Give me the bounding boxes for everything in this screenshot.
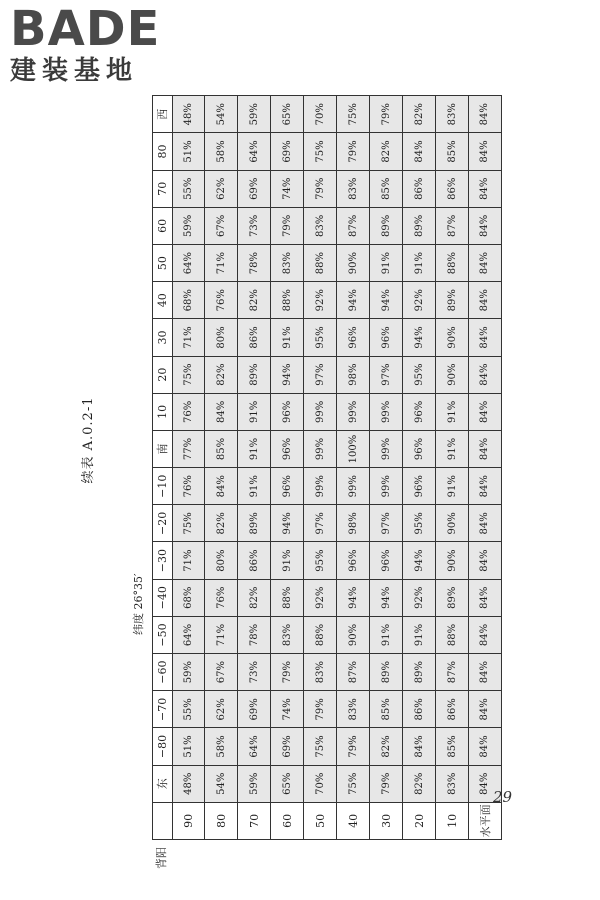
table-cell: 91% — [238, 468, 271, 505]
table-cell: 89% — [238, 505, 271, 542]
table-cell: 95% — [304, 319, 337, 356]
table-cell: 88% — [271, 579, 304, 616]
table-cell: 67% — [205, 207, 238, 244]
table-cell: 96% — [337, 319, 370, 356]
table-cell: 55% — [172, 170, 205, 207]
table-cell: 64% — [238, 133, 271, 170]
table-cell: 76% — [205, 579, 238, 616]
column-header: 20 — [153, 356, 173, 393]
row-label: 60 — [271, 802, 304, 839]
table-cell: 58% — [205, 133, 238, 170]
table-cell: 68% — [172, 579, 205, 616]
table-caption: 续表 A.0.2-1 — [81, 396, 96, 484]
table-cell: 89% — [436, 282, 469, 319]
table-cell: 91% — [436, 393, 469, 430]
table-cell: 82% — [238, 579, 271, 616]
table-row — [468, 96, 501, 840]
table-cell: 85% — [205, 430, 238, 467]
table-cell: 84% — [468, 728, 501, 765]
table-cell: 95% — [403, 505, 436, 542]
rotated-table-page — [80, 40, 520, 869]
table-cell: 75% — [337, 96, 370, 133]
table-cell: 97% — [370, 356, 403, 393]
column-header: 50 — [153, 245, 173, 282]
table-cell: 100% — [337, 430, 370, 467]
logo-subtitle: 建装基地 — [10, 56, 139, 86]
table-cell: 85% — [436, 133, 469, 170]
table-cell: 94% — [337, 579, 370, 616]
table-cell: 64% — [172, 616, 205, 653]
table-cell: 94% — [370, 579, 403, 616]
row-label: 50 — [304, 802, 337, 839]
table-cell: 92% — [304, 579, 337, 616]
table-cell: 84% — [468, 207, 501, 244]
table-cell: 71% — [172, 319, 205, 356]
corner-cell — [153, 802, 173, 869]
table-cell: 59% — [238, 765, 271, 802]
row-label: 10 — [436, 802, 469, 839]
table-row — [337, 96, 370, 840]
table-cell: 58% — [205, 728, 238, 765]
table-cell: 79% — [370, 96, 403, 133]
table-row — [436, 96, 469, 840]
table-cell: 82% — [205, 505, 238, 542]
table-cell: 87% — [436, 654, 469, 691]
table-cell: 85% — [370, 691, 403, 728]
table-cell: 88% — [436, 616, 469, 653]
table-cell: 82% — [370, 133, 403, 170]
table-cell: 79% — [337, 728, 370, 765]
table-cell: 83% — [304, 207, 337, 244]
table-cell: 96% — [271, 468, 304, 505]
table-cell: 84% — [468, 356, 501, 393]
table-cell: 96% — [403, 430, 436, 467]
table-cell: 64% — [172, 245, 205, 282]
table-row — [271, 96, 304, 840]
table-cell: 65% — [271, 96, 304, 133]
table-cell: 84% — [468, 654, 501, 691]
table-cell: 99% — [337, 468, 370, 505]
table-cell: 84% — [468, 616, 501, 653]
column-header: −20 — [153, 505, 173, 542]
corner-label: 背阳 — [155, 847, 168, 869]
table-cell: 85% — [436, 728, 469, 765]
table-cell: 83% — [337, 170, 370, 207]
latitude-label: 纬度 26°35′ — [132, 573, 145, 635]
table-cell: 86% — [436, 691, 469, 728]
table-cell: 76% — [172, 393, 205, 430]
table-cell: 80% — [205, 319, 238, 356]
table-cell: 95% — [304, 542, 337, 579]
table-cell: 84% — [403, 133, 436, 170]
table-cell: 88% — [271, 282, 304, 319]
table-cell: 91% — [436, 430, 469, 467]
table-cell: 70% — [304, 96, 337, 133]
column-header: −40 — [153, 579, 173, 616]
table-cell: 82% — [238, 282, 271, 319]
table-cell: 73% — [238, 207, 271, 244]
table-cell: 76% — [205, 282, 238, 319]
table-cell: 76% — [172, 468, 205, 505]
table-cell: 73% — [238, 654, 271, 691]
table-cell: 91% — [403, 245, 436, 282]
table-cell: 75% — [172, 356, 205, 393]
table-cell: 88% — [436, 245, 469, 282]
row-label: 80 — [205, 802, 238, 839]
logo-brand: BADE — [10, 1, 161, 57]
table-cell: 91% — [271, 542, 304, 579]
table-cell: 86% — [403, 170, 436, 207]
table-cell: 69% — [238, 691, 271, 728]
table-cell: 84% — [468, 691, 501, 728]
table-cell: 90% — [436, 505, 469, 542]
column-header: −60 — [153, 654, 173, 691]
table-cell: 68% — [172, 282, 205, 319]
table-cell: 84% — [468, 170, 501, 207]
table-cell: 89% — [436, 579, 469, 616]
column-header: 南 — [153, 430, 173, 467]
table-cell: 86% — [238, 542, 271, 579]
table-cell: 48% — [172, 96, 205, 133]
table-cell: 84% — [403, 728, 436, 765]
table-cell: 70% — [304, 765, 337, 802]
table-cell: 84% — [205, 468, 238, 505]
table-cell: 84% — [468, 96, 501, 133]
column-header: −80 — [153, 728, 173, 765]
table-cell: 99% — [370, 430, 403, 467]
table-cell: 89% — [403, 207, 436, 244]
table-cell: 98% — [337, 356, 370, 393]
table-row — [238, 96, 271, 840]
table-cell: 97% — [304, 356, 337, 393]
table-cell: 94% — [403, 542, 436, 579]
column-header: 东 — [153, 765, 173, 802]
column-header: 70 — [153, 170, 173, 207]
table-cell: 71% — [205, 616, 238, 653]
table-cell: 94% — [271, 505, 304, 542]
row-label: 30 — [370, 802, 403, 839]
row-label: 20 — [403, 802, 436, 839]
table-cell: 74% — [271, 691, 304, 728]
table-row — [172, 96, 205, 840]
table-cell: 91% — [271, 319, 304, 356]
table-cell: 96% — [370, 542, 403, 579]
row-label: 40 — [337, 802, 370, 839]
table-cell: 87% — [337, 207, 370, 244]
table-cell: 51% — [172, 728, 205, 765]
table-cell: 84% — [468, 245, 501, 282]
table-cell: 64% — [238, 728, 271, 765]
table-cell: 96% — [337, 542, 370, 579]
table-cell: 90% — [337, 245, 370, 282]
table-row — [205, 96, 238, 840]
table-cell: 78% — [238, 245, 271, 282]
table-cell: 99% — [337, 393, 370, 430]
table-cell: 99% — [304, 468, 337, 505]
table-cell: 94% — [370, 282, 403, 319]
table-cell: 99% — [304, 430, 337, 467]
table-cell: 84% — [205, 393, 238, 430]
table-row — [304, 96, 337, 840]
table-cell: 62% — [205, 691, 238, 728]
table-cell: 84% — [468, 319, 501, 356]
table-cell: 96% — [271, 393, 304, 430]
table-cell: 84% — [468, 282, 501, 319]
column-header: 30 — [153, 319, 173, 356]
table-cell: 84% — [468, 542, 501, 579]
column-header: 10 — [153, 393, 173, 430]
table-cell: 90% — [436, 542, 469, 579]
table-cell: 75% — [304, 133, 337, 170]
table-cell: 69% — [271, 133, 304, 170]
table-cell: 79% — [304, 170, 337, 207]
table-cell: 94% — [271, 356, 304, 393]
table-cell: 48% — [172, 765, 205, 802]
row-label: 水平面 — [468, 802, 501, 839]
table-cell: 75% — [304, 728, 337, 765]
table-cell: 89% — [370, 654, 403, 691]
row-label: 70 — [238, 802, 271, 839]
table-cell: 88% — [304, 616, 337, 653]
table-cell: 92% — [304, 282, 337, 319]
table-cell: 96% — [403, 468, 436, 505]
table-cell: 55% — [172, 691, 205, 728]
table-row — [403, 96, 436, 840]
table-cell: 80% — [205, 542, 238, 579]
table-cell: 82% — [403, 96, 436, 133]
table-cell: 86% — [238, 319, 271, 356]
table-cell: 84% — [468, 579, 501, 616]
table-cell: 84% — [468, 468, 501, 505]
table-cell: 90% — [337, 616, 370, 653]
table-cell: 82% — [370, 728, 403, 765]
table-cell: 86% — [436, 170, 469, 207]
table-cell: 99% — [304, 393, 337, 430]
table-cell: 97% — [304, 505, 337, 542]
table-cell: 83% — [304, 654, 337, 691]
table-cell: 88% — [304, 245, 337, 282]
column-header: 西 — [153, 96, 173, 133]
table-cell: 67% — [205, 654, 238, 691]
table-cell: 71% — [172, 542, 205, 579]
page-number: 29 — [493, 788, 513, 806]
table-cell: 83% — [337, 691, 370, 728]
table-cell: 91% — [436, 468, 469, 505]
header-row — [153, 96, 173, 840]
table-cell: 91% — [370, 616, 403, 653]
column-header: 80 — [153, 133, 173, 170]
table-cell: 84% — [468, 505, 501, 542]
table-cell: 86% — [403, 691, 436, 728]
table-cell: 91% — [238, 430, 271, 467]
table-cell: 84% — [468, 430, 501, 467]
table-cell: 87% — [436, 207, 469, 244]
table-cell: 97% — [370, 505, 403, 542]
table-cell: 83% — [271, 616, 304, 653]
table-cell: 92% — [403, 579, 436, 616]
table-cell: 83% — [436, 765, 469, 802]
table-cell: 99% — [370, 468, 403, 505]
table-cell: 65% — [271, 765, 304, 802]
data-table — [152, 95, 502, 869]
table-cell: 83% — [271, 245, 304, 282]
table-cell: 90% — [436, 356, 469, 393]
table-cell: 98% — [337, 505, 370, 542]
table-cell: 89% — [403, 654, 436, 691]
table-cell: 78% — [238, 616, 271, 653]
table-cell: 96% — [403, 393, 436, 430]
table-cell: 75% — [172, 505, 205, 542]
table-cell: 51% — [172, 133, 205, 170]
table-cell: 84% — [468, 133, 501, 170]
table-cell: 71% — [205, 245, 238, 282]
table-cell: 79% — [337, 133, 370, 170]
table-row — [370, 96, 403, 840]
table-cell: 91% — [370, 245, 403, 282]
row-label: 90 — [172, 802, 205, 839]
table-cell: 69% — [238, 170, 271, 207]
table-cell: 89% — [370, 207, 403, 244]
table-cell: 92% — [403, 282, 436, 319]
table-cell: 96% — [370, 319, 403, 356]
table-cell: 79% — [370, 765, 403, 802]
table-cell: 85% — [370, 170, 403, 207]
table-cell: 89% — [238, 356, 271, 393]
table-cell: 87% — [337, 654, 370, 691]
table-cell: 75% — [337, 765, 370, 802]
table-cell: 94% — [403, 319, 436, 356]
column-header: −70 — [153, 691, 173, 728]
table-cell: 59% — [238, 96, 271, 133]
table-cell: 99% — [370, 393, 403, 430]
table-cell: 91% — [238, 393, 271, 430]
table-cell: 69% — [271, 728, 304, 765]
table-cell: 54% — [205, 96, 238, 133]
table-cell: 59% — [172, 654, 205, 691]
table-cell: 82% — [205, 356, 238, 393]
table-cell: 54% — [205, 765, 238, 802]
table-cell: 84% — [468, 765, 501, 802]
table-cell: 82% — [403, 765, 436, 802]
table-cell: 77% — [172, 430, 205, 467]
column-header: −30 — [153, 542, 173, 579]
table-cell: 79% — [271, 654, 304, 691]
table-cell: 79% — [271, 207, 304, 244]
column-header: −10 — [153, 468, 173, 505]
table-cell: 91% — [403, 616, 436, 653]
column-header: 40 — [153, 282, 173, 319]
table-cell: 84% — [468, 393, 501, 430]
table-cell: 95% — [403, 356, 436, 393]
table-cell: 83% — [436, 96, 469, 133]
table-cell: 79% — [304, 691, 337, 728]
table-cell: 94% — [337, 282, 370, 319]
column-header: 60 — [153, 207, 173, 244]
table-cell: 59% — [172, 207, 205, 244]
table-cell: 74% — [271, 170, 304, 207]
table-cell: 62% — [205, 170, 238, 207]
column-header: −50 — [153, 616, 173, 653]
table-cell: 90% — [436, 319, 469, 356]
table-cell: 96% — [271, 430, 304, 467]
